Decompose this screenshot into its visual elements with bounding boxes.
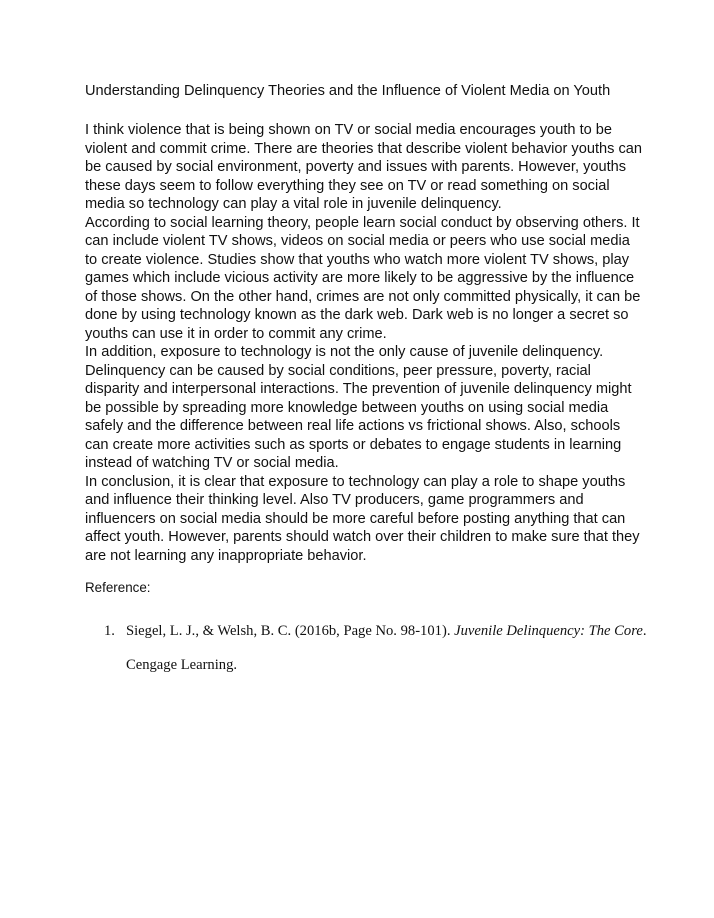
paragraph-other-causes: In addition, exposure to technology is not the only cause of juvenile delinquency. Delinquency can be caused by social conditions, peer pressure, poverty, racial disparity and interpersonal interactions. The prevention of juvenile delinquency might be possible by spreading more knowledge between youths on using social media safely and the difference between real life actions vs frictional shows. Also, schools can create more activities such as sports or debates to engage students in learning instead of watching TV or social media. bbox=[85, 344, 632, 471]
paragraph-intro: I think violence that is being shown on TV or social media encourages youth to be violent and commit crime. There are theories that describe violent behavior youths can be caused by social environment, poverty and issues with parents. However, youths these days seem to follow everything they see on TV or read something on social media so technology can play a vital role in juvenile delinquency. bbox=[85, 122, 643, 212]
document-body bbox=[85, 121, 645, 565]
reference-list bbox=[104, 614, 647, 682]
reference-item bbox=[104, 614, 647, 682]
paragraph-social-learning: According to social learning theory, people learn social conduct by observing others. It can include violent TV shows, videos on social media or peers who use social media to create violence. Studies show that youths who watch more violent TV shows, play games which include vicious activity are more likely to be aggressive by the influence of those shows. On the other hand, crimes are not only committed physically, it can be done by using technology known as the dark web. Dark web is no longer a secret so youths can use it in order to commit any crime. bbox=[85, 214, 641, 342]
reference-title: Juvenile Delinquency: The Core bbox=[454, 623, 643, 639]
reference-title-suffix: . bbox=[642, 623, 647, 639]
reference-citation-line bbox=[126, 614, 647, 648]
reference-publisher: Cengage Learning. bbox=[126, 657, 238, 673]
paragraph-conclusion: In conclusion, it is clear that exposure to technology can play a role to shape youths and influence their thinking level. Also TV producers, game programmers and influencers on social media should be more careful before posting anything that can affect youth. However, parents should watch over their children to make sure that they are not learning any inappropriate behavior. bbox=[85, 473, 640, 564]
document-title: Understanding Delinquency Theories and the Influence of Violent Media on Youth bbox=[85, 83, 611, 99]
reference-heading: Reference: bbox=[85, 580, 151, 595]
reference-authors: Siegel, L. J., & Welsh, B. C. (2016b, Page No. 98-101). bbox=[126, 623, 451, 639]
reference-number: 1. bbox=[104, 623, 115, 639]
